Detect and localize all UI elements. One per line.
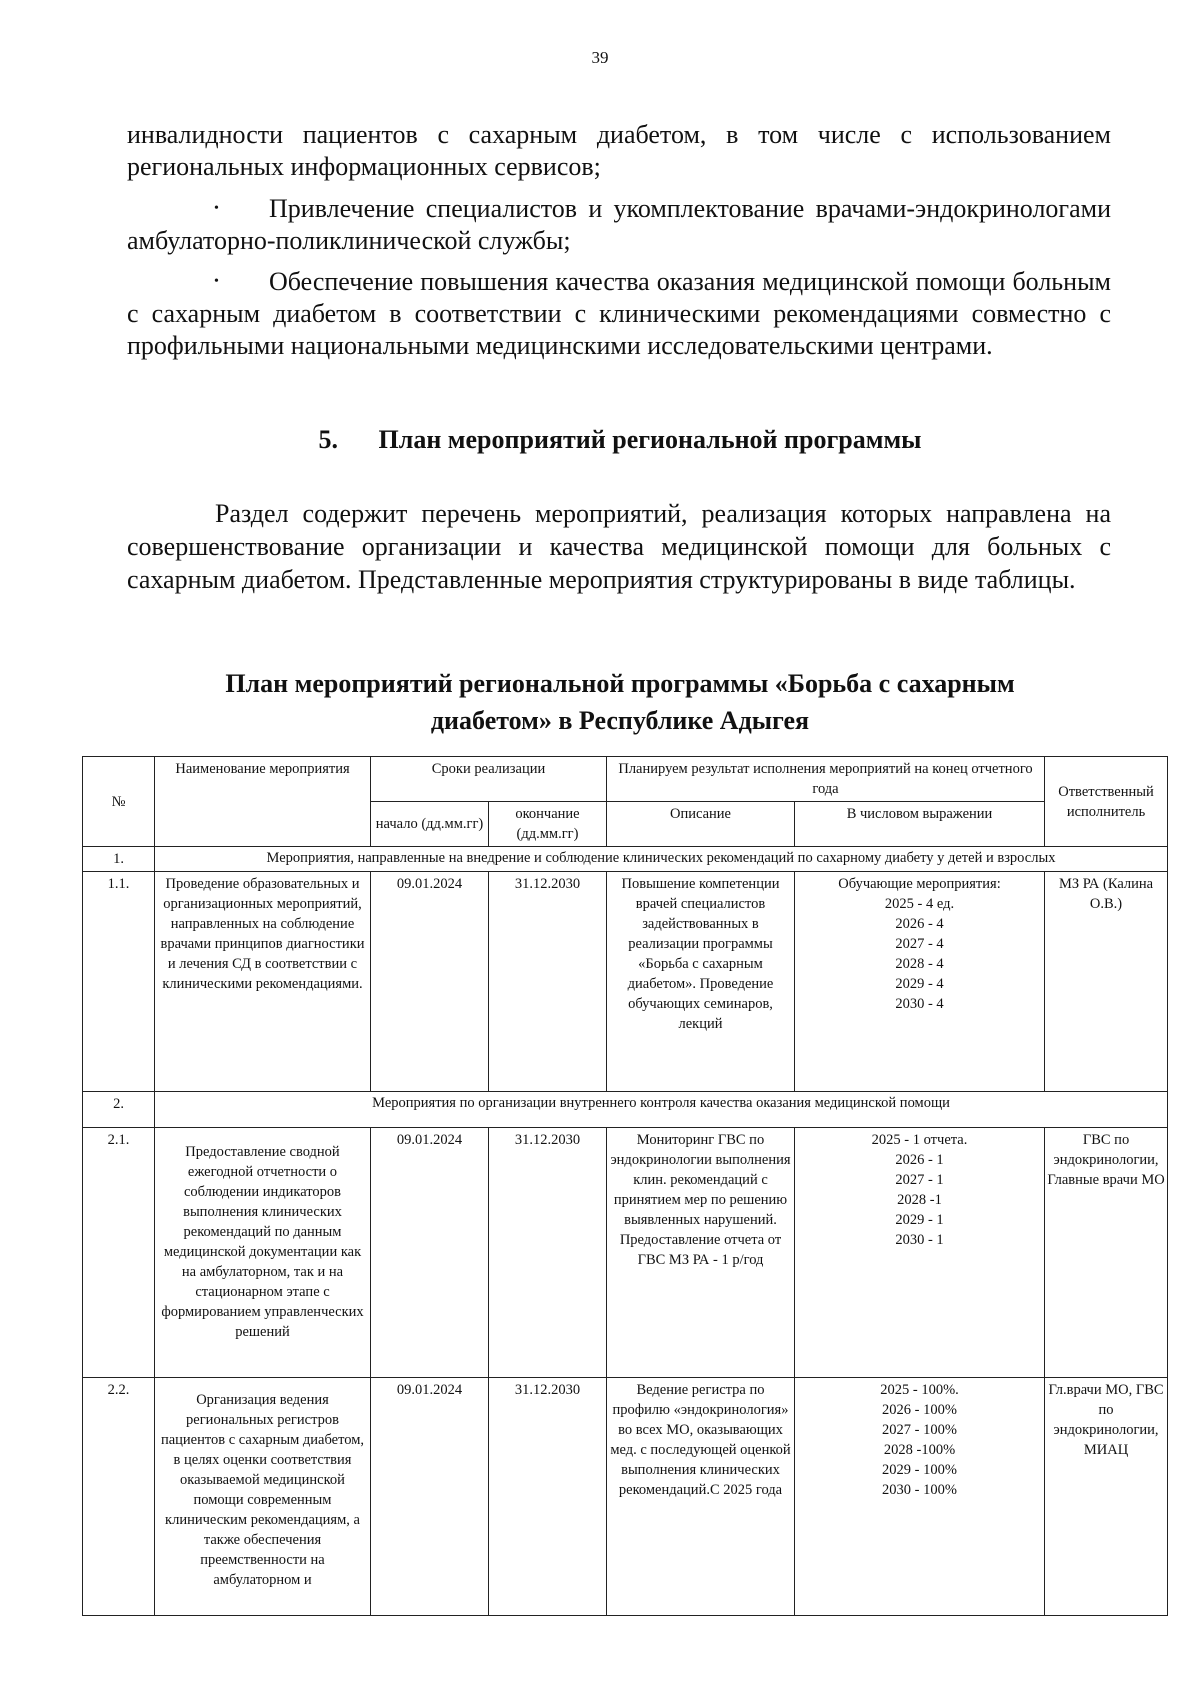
header-num: № <box>83 757 155 847</box>
row-start: 09.01.2024 <box>371 872 489 1092</box>
row-responsible: Гл.врачи МО, ГВС по эндокринологии, МИАЦ <box>1045 1378 1168 1616</box>
header-end: окончание (дд.мм.гг) <box>489 802 607 847</box>
numeric-line: Обучающие мероприятия: <box>838 876 1001 892</box>
section-row-title: Мероприятия, направленные на внедрение и соблюдение клинических рекомендаций по сахарному диабету у детей и взрослых <box>155 847 1168 872</box>
numeric-line: 2026 - 100% <box>882 1402 957 1418</box>
row-name: Организация ведения региональных регистров пациентов с сахарным диабетом, в целях оценки соответствия оказываемой медицинской помощи современным клиническим рекомендациям, а также обеспечения преемственности на амбулаторном и <box>155 1378 371 1616</box>
header-result: Планируем результат исполнения мероприятий на конец отчетного года <box>607 757 1045 802</box>
header-terms: Сроки реализации <box>371 757 607 802</box>
bullet-icon: • <box>214 201 219 216</box>
page-number: 39 <box>591 48 609 67</box>
intro-paragraph: инвалидности пациентов с сахарным диабетом, в том числе с использованием региональных информационных сервисов; <box>127 120 1111 181</box>
numeric-line: 2029 - 1 <box>895 1212 944 1228</box>
section-heading <box>0 425 1200 455</box>
header-start: начало (дд.мм.гг) <box>371 802 489 847</box>
row-numeric <box>795 872 1045 1092</box>
row-num: 1.1. <box>83 872 155 1092</box>
table-section-row <box>83 847 1168 872</box>
row-description: Ведение регистра по профилю «эндокринология» во всех МО, оказывающих мед. с последующей оценкой выполнения клинических рекомендаций.С 2025 года <box>607 1378 795 1616</box>
row-start: 09.01.2024 <box>371 1378 489 1616</box>
header-description: Описание <box>607 802 795 847</box>
section-row-num: 1. <box>83 847 155 872</box>
numeric-line: 2027 - 1 <box>895 1172 944 1188</box>
row-start: 09.01.2024 <box>371 1128 489 1378</box>
numeric-line: 2025 - 1 отчета. <box>871 1132 968 1148</box>
bullet-text: Обеспечение повышения качества оказания медицинской помощи больным с сахарным диабетом в соответствии с клиническими рекомендациями совместно с профильными национальными медицинскими исследовательскими центрами. <box>127 267 1111 360</box>
numeric-line: 2030 - 1 <box>895 1232 944 1248</box>
row-numeric <box>795 1378 1045 1616</box>
table-row <box>83 872 1168 1092</box>
row-num: 2.2. <box>83 1378 155 1616</box>
plan-table <box>82 756 1168 1616</box>
table-title-line: План мероприятий региональной программы «Борьба с сахарным <box>225 669 1015 698</box>
table-header-row <box>83 757 1168 802</box>
row-description: Повышение компетенции врачей специалистов задействованных в реализации программы «Борьба с сахарным диабетом». Проведение обучающих семинаров, лекций <box>607 872 795 1092</box>
table-row <box>83 1378 1168 1616</box>
header-responsible: Ответственный исполнитель <box>1045 757 1168 847</box>
table-title <box>0 665 1200 739</box>
numeric-line: 2030 - 4 <box>895 996 944 1012</box>
bullet-icon: • <box>214 274 219 289</box>
numeric-line: 2028 - 4 <box>895 956 944 972</box>
bullet-item <box>127 266 1111 362</box>
numeric-line: 2026 - 1 <box>895 1152 944 1168</box>
section-number: 5. <box>318 425 339 454</box>
row-name: Предоставление сводной ежегодной отчетности о соблюдении индикаторов выполнения клинических рекомендаций по данным медицинской документации как на амбулаторном, так и на стационарном этапе с формированием управленческих решений <box>155 1128 371 1378</box>
numeric-line: 2026 - 4 <box>895 916 944 932</box>
row-num: 2.1. <box>83 1128 155 1378</box>
row-numeric <box>795 1128 1045 1378</box>
section-row-num: 2. <box>83 1092 155 1128</box>
numeric-line: 2028 -1 <box>897 1192 942 1208</box>
bullet-item <box>127 193 1111 257</box>
table-row <box>83 1128 1168 1378</box>
row-end: 31.12.2030 <box>489 1378 607 1616</box>
row-end: 31.12.2030 <box>489 1128 607 1378</box>
row-end: 31.12.2030 <box>489 872 607 1092</box>
numeric-line: 2028 -100% <box>883 1442 956 1458</box>
row-responsible: МЗ РА (Калина О.В.) <box>1045 872 1168 1092</box>
numeric-line: 2030 - 100% <box>882 1482 957 1498</box>
numeric-line: 2025 - 100%. <box>880 1382 959 1398</box>
section-row-title: Мероприятия по организации внутреннего контроля качества оказания медицинской помощи <box>155 1092 1168 1128</box>
table-title-line: диабетом» в Республике Адыгея <box>430 706 810 735</box>
numeric-line: 2029 - 100% <box>882 1462 957 1478</box>
row-name: Проведение образовательных и организационных мероприятий, направленных на соблюдение врачами принципов диагностики и лечения СД в соответствии с клиническими рекомендациями. <box>155 872 371 1092</box>
header-numeric: В числовом выражении <box>795 802 1045 847</box>
row-description: Мониторинг ГВС по эндокринологии выполнения клин. рекомендаций с принятием мер по решению выявленных нарушений. Предоставление отчета от ГВС МЗ РА - 1 р/год <box>607 1128 795 1378</box>
table-section-row <box>83 1092 1168 1128</box>
numeric-line: 2027 - 4 <box>895 936 944 952</box>
numeric-line: 2027 - 100% <box>882 1422 957 1438</box>
row-responsible: ГВС по эндокринологии, Главные врачи МО <box>1045 1128 1168 1378</box>
numeric-line: 2029 - 4 <box>895 976 944 992</box>
section-title: План мероприятий региональной программы <box>378 425 922 454</box>
header-name: Наименование мероприятия <box>155 757 371 847</box>
numeric-line: 2025 - 4 ед. <box>884 896 955 912</box>
section-intro: Раздел содержит перечень мероприятий, реализация которых направлена на совершенствование организации и качества медицинской помощи для больных с сахарным диабетом. Представленные мероприятия структурированы в виде таблицы. <box>127 499 1111 594</box>
bullet-text: Привлечение специалистов и укомплектование врачами-эндокринологами амбулаторно-поликлинической службы; <box>127 194 1111 255</box>
